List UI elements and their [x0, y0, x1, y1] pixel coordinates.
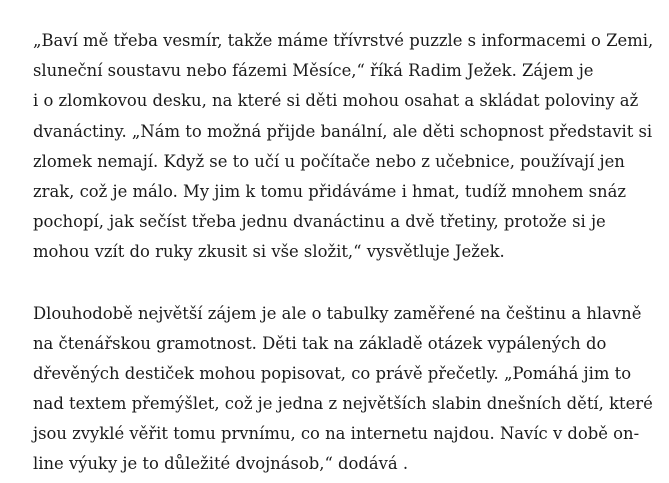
text-line: line výuky je to důležité dvojnásob,“ dodává .: [33, 454, 409, 474]
text-line: „Baví mě třeba vesmír, takže máme třívrstvé puzzle s informacemi o Zemi,: [33, 31, 654, 50]
paragraph-1: [33, 26, 665, 268]
text-line: jsou zvyklé věřit tomu prvnímu, co na internetu najdou. Navíc v době on-: [33, 424, 640, 444]
text-line: zrak, což je málo. My jim k tomu přidáváme i hmat, tudíž mnohem snáz: [33, 181, 626, 201]
text-line: na čtenářskou gramotnost. Děti tak na základě otázek vypálených do: [33, 333, 607, 353]
text-line: nad textem přemýšlet, což je jedna z největších slabin dnešních dětí, které: [33, 394, 653, 414]
text-line: dřevěných destiček mohou popisovat, co právě přečetly. „Pomáhá jim to: [33, 363, 632, 383]
text-line: zlomek nemají. Když se to učí u počítače nebo z učebnice, používají jen: [33, 151, 625, 171]
text-line: sluneční soustavu nebo fázemi Měsíce,“ říká Radim Ježek. Zájem je: [33, 61, 594, 81]
text-line: pochopí, jak sečíst třeba jednu dvanáctinu a dvě třetiny, protože si je: [33, 212, 606, 232]
text-line: i o zlomkovou desku, na které si děti mohou osahat a skládat poloviny až: [33, 91, 639, 111]
article-body: [33, 26, 665, 480]
paragraph-2: [33, 299, 665, 480]
text-line: mohou vzít do ruky zkusit si vše složit,“ vysvětluje Ježek.: [33, 242, 505, 262]
text-line: Dlouhodobě největší zájem je ale o tabulky zaměřené na češtinu a hlavně: [33, 303, 642, 323]
text-line: dvanáctiny. „Nám to možná přijde banální, ale děti schopnost představit si: [33, 121, 653, 141]
